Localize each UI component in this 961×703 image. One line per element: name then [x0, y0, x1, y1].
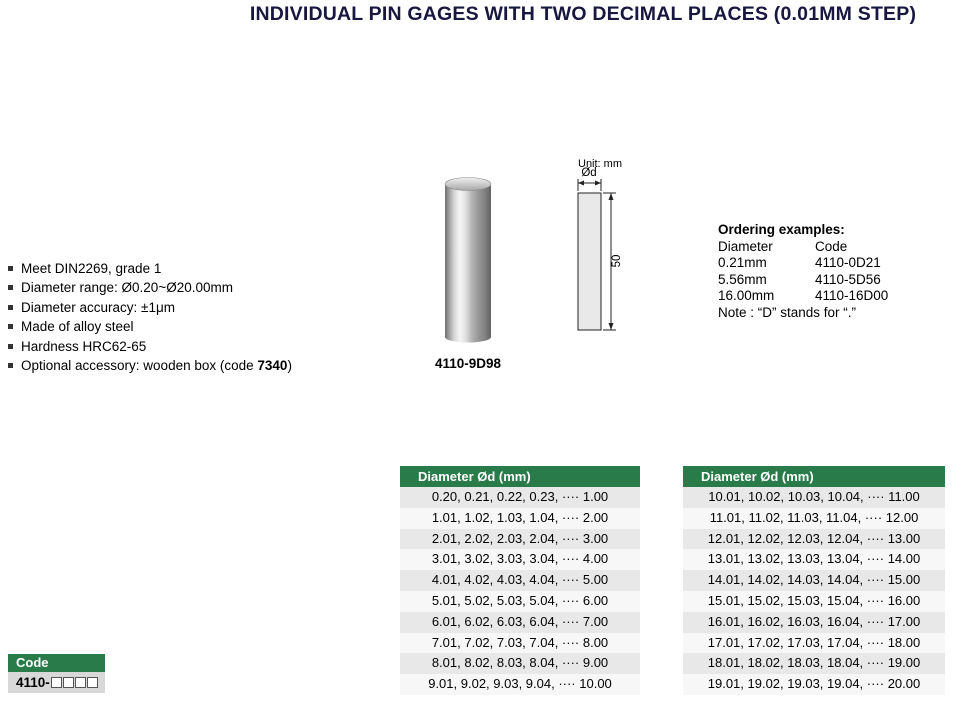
table-row: 11.01, 11.02, 11.03, 11.04, ···· 12.00 — [683, 508, 945, 529]
feature-text-part: Diameter range: Ø0.20~Ø20.00mm — [21, 280, 233, 296]
ordering-diameter-value: 0.21mm — [718, 255, 767, 271]
feature-text-part: Diameter accuracy: ±1μm — [21, 299, 175, 315]
table-row: 3.01, 3.02, 3.03, 3.04, ···· 4.00 — [400, 549, 640, 570]
feature-item — [8, 356, 292, 375]
table-header: Diameter Ød (mm) — [683, 466, 945, 487]
ordering-col-header-code: Code — [815, 238, 848, 254]
table-row: 14.01, 14.02, 14.03, 14.04, ···· 15.00 — [683, 570, 945, 591]
length-dim-label: 50 — [611, 254, 623, 268]
table-row: 13.01, 13.02, 13.03, 13.04, ···· 14.00 — [683, 549, 945, 570]
ordering-table — [718, 239, 948, 305]
diameter-dim-label: Ød — [581, 167, 597, 179]
feature-text-bold: 7340 — [257, 358, 288, 374]
feature-text-part: ) — [287, 358, 292, 374]
code-placeholder-box — [87, 677, 98, 688]
ordering-code-value: 4110-16D00 — [815, 288, 889, 304]
table-row: 6.01, 6.02, 6.03, 6.04, ···· 7.00 — [400, 612, 640, 633]
table-row: 8.01, 8.02, 8.03, 8.04, ···· 9.00 — [400, 653, 640, 674]
bullet-icon — [8, 266, 13, 271]
feature-item — [8, 278, 292, 297]
feature-text — [21, 278, 233, 297]
feature-item — [8, 337, 292, 356]
table-header: Diameter Ød (mm) — [400, 466, 640, 487]
feature-text — [21, 356, 292, 375]
bullet-icon — [8, 363, 13, 368]
ordering-examples — [718, 222, 948, 322]
table-row: 1.01, 1.02, 1.03, 1.04, ···· 2.00 — [400, 508, 640, 529]
feature-text-part: Hardness HRC62-65 — [21, 338, 147, 354]
table-row: 17.01, 17.02, 17.03, 17.04, ···· 18.00 — [683, 633, 945, 654]
bullet-icon — [8, 305, 13, 310]
feature-text — [21, 259, 161, 278]
feature-text — [21, 317, 134, 336]
ordering-diameter-value: 16.00mm — [718, 288, 775, 304]
table-row: 7.01, 7.02, 7.03, 7.04, ···· 8.00 — [400, 633, 640, 654]
technical-drawing — [558, 153, 658, 343]
pin-outline — [578, 193, 601, 330]
size-table-2 — [683, 466, 945, 695]
bullet-icon — [8, 344, 13, 349]
feature-text — [21, 298, 175, 317]
pin-gage-image — [438, 176, 498, 346]
ordering-col-header-diameter: Diameter — [718, 238, 773, 254]
unit-label: Unit: mm — [578, 158, 622, 170]
ordering-code-value: 4110-5D56 — [815, 271, 881, 287]
code-placeholder-box — [75, 677, 86, 688]
code-placeholder-box — [51, 677, 62, 688]
bullet-icon — [8, 285, 13, 290]
table-row: 0.20, 0.21, 0.22, 0.23, ···· 1.00 — [400, 487, 640, 508]
table-row: 4.01, 4.02, 4.03, 4.04, ···· 5.00 — [400, 570, 640, 591]
feature-item — [8, 298, 292, 317]
feature-item — [8, 259, 292, 278]
code-placeholder-box — [63, 677, 74, 688]
table-row: 16.01, 16.02, 16.03, 16.04, ···· 17.00 — [683, 612, 945, 633]
table-row: 2.01, 2.02, 2.03, 2.04, ···· 3.00 — [400, 529, 640, 550]
page-title: INDIVIDUAL PIN GAGES WITH TWO DECIMAL PLACES (0.01MM STEP) — [249, 3, 917, 25]
feature-text-part: Meet DIN2269, grade 1 — [21, 261, 162, 276]
table-row: 15.01, 15.02, 15.03, 15.04, ···· 16.00 — [683, 591, 945, 612]
code-panel — [8, 654, 105, 693]
table-row: 12.01, 12.02, 12.03, 12.04, ···· 13.00 — [683, 529, 945, 550]
code-prefix: 4110- — [16, 675, 50, 690]
table-row: 5.01, 5.02, 5.03, 5.04, ···· 6.00 — [400, 591, 640, 612]
feature-item — [8, 317, 292, 336]
ordering-heading: Ordering examples: — [718, 222, 845, 237]
table-row: 9.01, 9.02, 9.03, 9.04, ···· 10.00 — [400, 674, 640, 695]
table-row: 19.01, 19.02, 19.03, 19.04, ···· 20.00 — [683, 674, 945, 695]
pin-body — [445, 184, 491, 337]
pin-model-label: 4110-9D98 — [434, 356, 502, 371]
feature-text — [21, 337, 146, 356]
table-row: 18.01, 18.02, 18.03, 18.04, ···· 19.00 — [683, 653, 945, 674]
code-panel-header: Code — [8, 654, 105, 672]
pin-top-face — [445, 178, 491, 191]
code-panel-value — [8, 672, 105, 693]
table-row: 10.01, 10.02, 10.03, 10.04, ···· 11.00 — [683, 487, 945, 508]
feature-list — [8, 259, 292, 375]
feature-text-part: Made of alloy steel — [21, 319, 134, 335]
ordering-code-value: 4110-0D21 — [815, 255, 881, 271]
feature-text-part: Optional accessory: wooden box (code — [21, 358, 258, 374]
size-table-1 — [400, 466, 640, 695]
bullet-icon — [8, 324, 13, 329]
ordering-diameter-value: 5.56mm — [718, 271, 767, 287]
ordering-note: Note : “D” stands for “.” — [718, 304, 857, 320]
